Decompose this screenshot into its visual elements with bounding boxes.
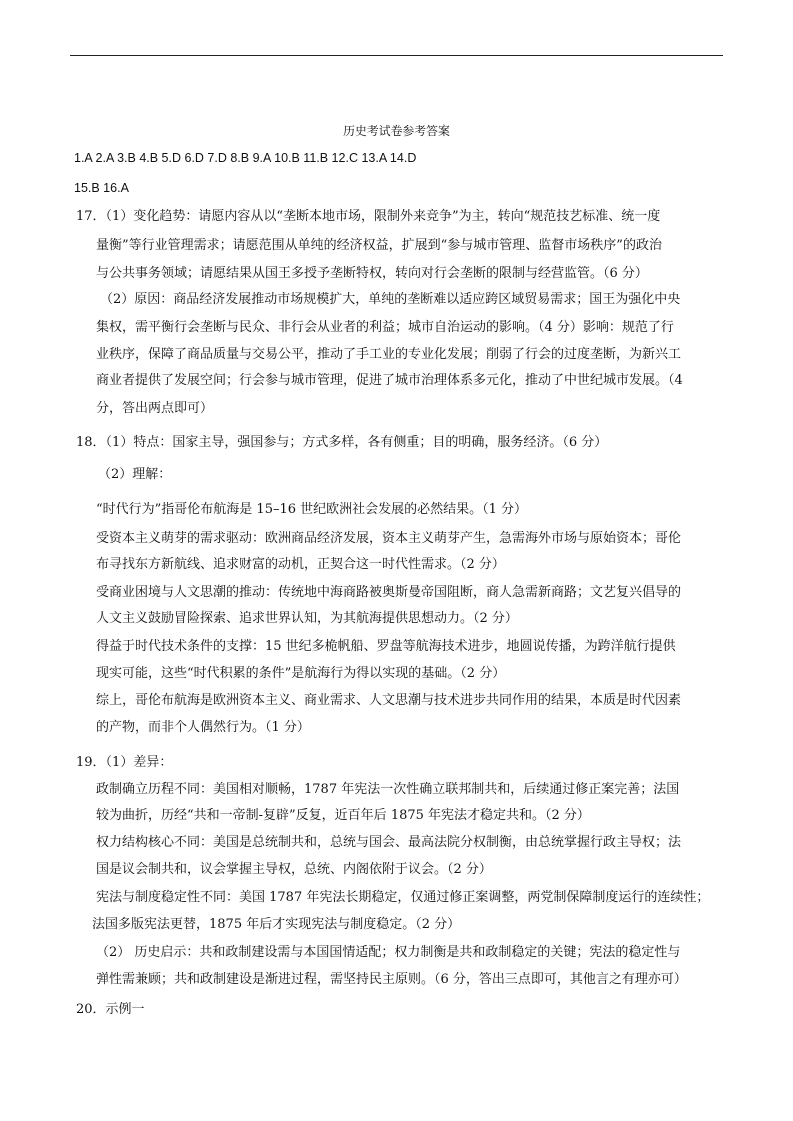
q17-line: 集权，需平衡行会垄断与民众、非行会从业者的利益；城市自治运动的影响。（4 分）影响：规范了行 bbox=[96, 320, 674, 335]
q18-line: 综上，哥伦布航海是欧洲资本主义、商业需求、人文思潮与技术进步共同作用的结果，本质是时代因素 bbox=[96, 693, 682, 708]
q18-line: （2）理解： bbox=[98, 467, 172, 482]
q18-line: 得益于时代技术条件的支撑：15 世纪多桅帆船、罗盘等航海技术进步，地圆说传播，为跨洋航行提供 bbox=[96, 639, 676, 654]
q18-line: 18．（1）特点：国家主导，强国参与；方式多样，各有侧重；目的明确，服务经济。（6 分） bbox=[76, 435, 608, 450]
q19-line: 宪法与制度稳定性不同：美国 1787 年宪法长期稳定，仅通过修正案调整，两党制保障制度运行的连续性； bbox=[96, 890, 710, 905]
q17-line: 商业者提供了发展空间；行会参与城市管理，促进了城市治理体系多元化，推动了中世纪城市发展。（4 bbox=[96, 373, 683, 388]
q19-line: 权力结构核心不同：美国是总统制共和，总统与国会、最高法院分权制衡，由总统掌握行政主导权；法 bbox=[96, 835, 682, 850]
q17-line: 分，答出两点即可） bbox=[96, 401, 214, 416]
q18-line: “时代行为”指哥伦布航海是 15–16 世纪欧洲社会发展的必然结果。（1 分） bbox=[96, 502, 528, 517]
header-rule bbox=[70, 55, 723, 56]
q17-line: 与公共事务领域；请愿结果从国王多授予垄断特权，转向对行会垄断的限制与经营监管。（6 分） bbox=[96, 266, 648, 281]
q20-line: 20．示例一 bbox=[76, 1002, 145, 1017]
q19-line: 较为曲折，历经“共和一帝制-复辟”反复，近百年后 1875 年宪法才稳定共和。（2 分） bbox=[96, 808, 590, 823]
q19-line: 政制确立历程不同：美国相对顺畅，1787 年宪法一次性确立联邦制共和，后续通过修正案完善；法国 bbox=[96, 782, 680, 797]
q18-line: 现实可能，这些“时代积累的条件”是航海行为得以实现的基础。（2 分） bbox=[96, 666, 506, 681]
q18-line: 受商业困境与人文思潮的推动：传统地中海商路被奥斯曼帝国阻断，商人急需新商路；文艺复兴倡导的 bbox=[96, 585, 682, 600]
q19-line: （2） 历史启示：共和政制建设需与本国国情适配；权力制衡是共和政制稳定的关键；宪法的稳定性与 bbox=[96, 945, 681, 960]
q19-line: 弹性需兼顾；共和政制建设是渐进过程，需坚持民主原则。（6 分，答出三点即可，其他言之有理亦可） bbox=[96, 972, 687, 987]
q17-line: 量衡”等行业管理需求；请愿范围从单纯的经济权益，扩展到“参与城市管理、监督市场秩序”的政治 bbox=[96, 238, 662, 253]
answer-key-line-1: 1.A 2.A 3.B 4.B 5.D 6.D 7.D 8.B 9.A 10.B 11.B 12.C 13.A 14.D bbox=[74, 151, 417, 165]
q19-line: 19．（1）差异： bbox=[76, 755, 173, 770]
q18-line: 受资本主义萌芽的需求驱动：欧洲商品经济发展，资本主义萌芽产生，急需海外市场与原始资本；哥伦 bbox=[96, 531, 682, 546]
q18-line: 布寻找东方新航线、追求财富的动机，正契合这一时代性需求。（2 分） bbox=[96, 557, 505, 572]
answer-key-line-2: 15.B 16.A bbox=[74, 181, 129, 195]
page-title: 历史考试卷参考答案 bbox=[343, 124, 450, 138]
q17-line: 17．（1）变化趋势：请愿内容从以“垄断本地市场，限制外来竞争”为主，转向“规范技艺标准、统一度 bbox=[76, 209, 661, 224]
q17-line: （2）原因：商品经济发展推动市场规模扩大，单纯的垄断难以适应跨区域贸易需求；国王为强化中央 bbox=[100, 292, 681, 307]
q19-line: 国是议会制共和，议会掌握主导权，总统、内阁依附于议会。（2 分） bbox=[96, 862, 492, 877]
q19-line: 法国多版宪法更替，1875 年后才实现宪法与制度稳定。（2 分） bbox=[92, 917, 461, 932]
q18-line: 的产物，而非个人偶然行为。（1 分） bbox=[96, 720, 310, 735]
q17-line: 业秩序，保障了商品质量与交易公平，推动了手工业的专业化发展；削弱了行会的过度垄断，为新兴工 bbox=[96, 347, 682, 362]
q18-line: 人文主义鼓励冒险探索、追求世界认知，为其航海提供思想动力。（2 分） bbox=[96, 611, 518, 626]
